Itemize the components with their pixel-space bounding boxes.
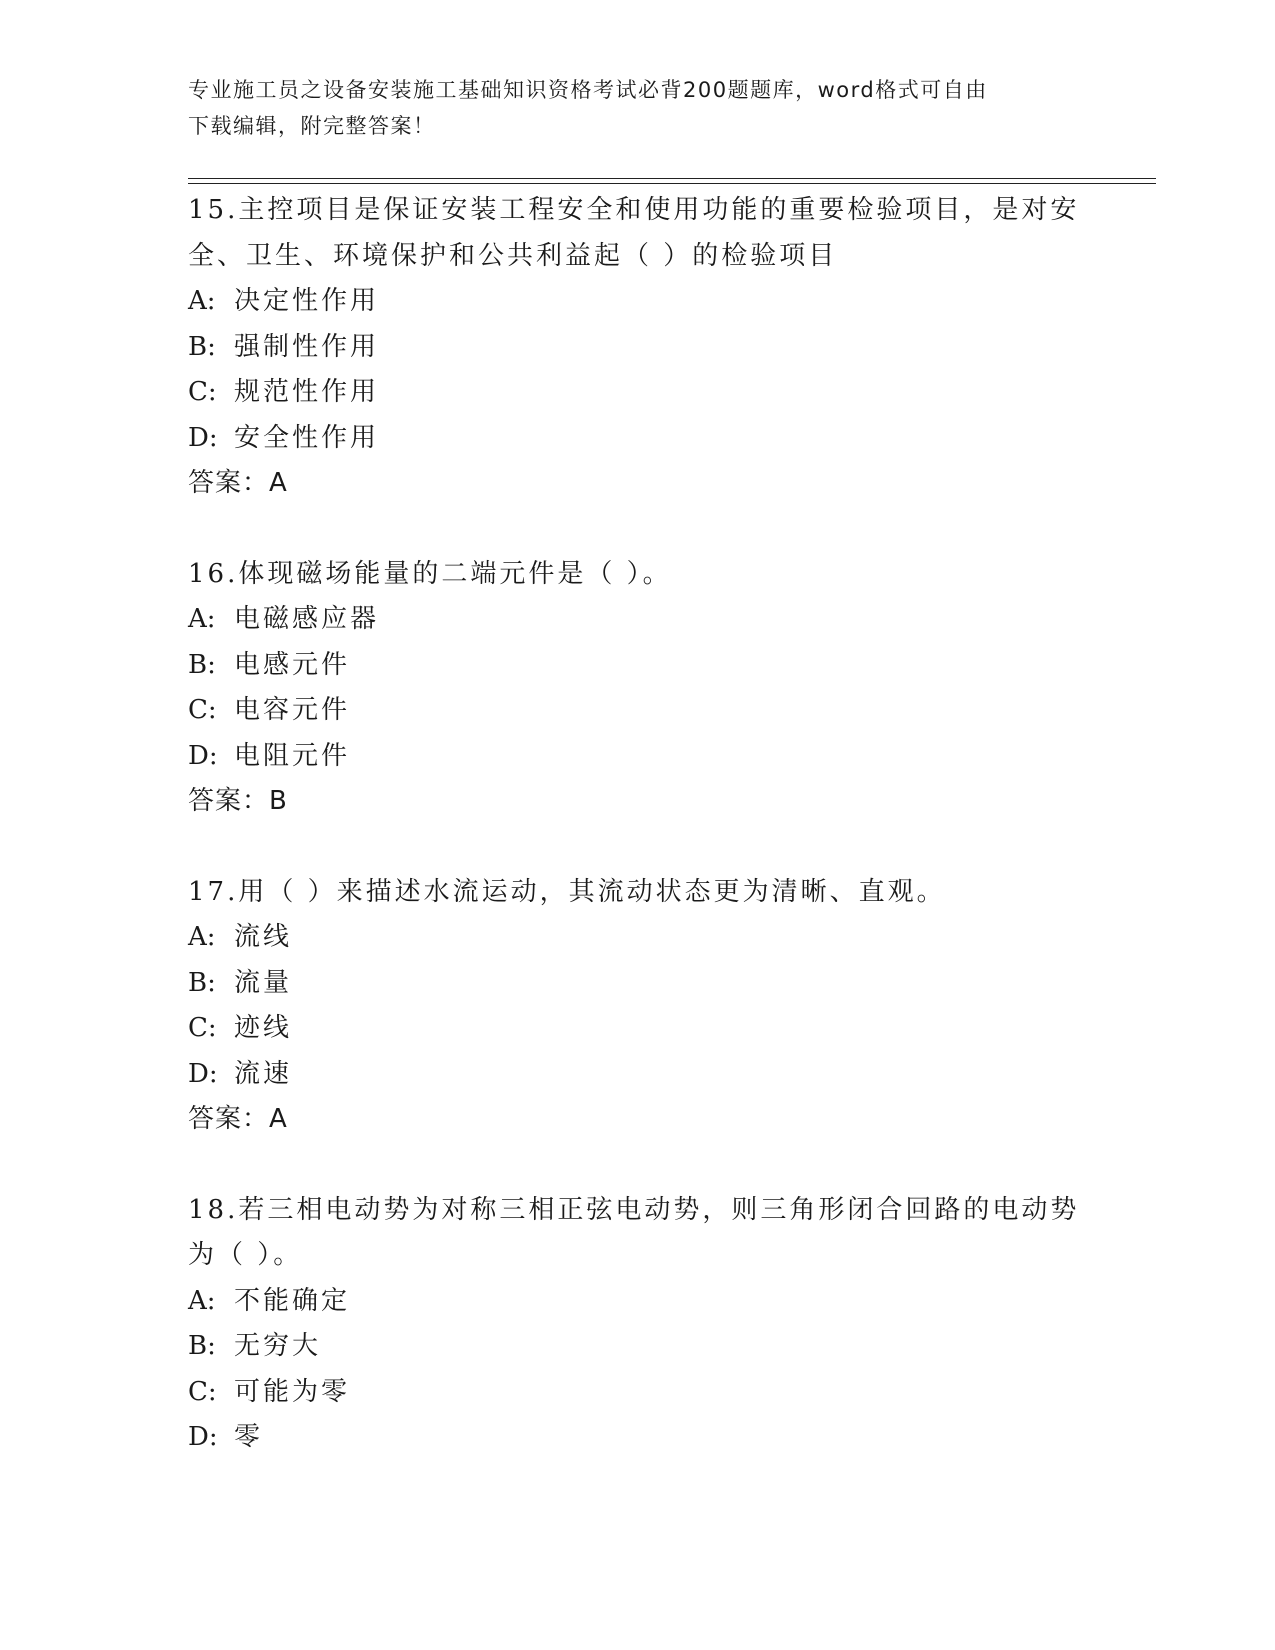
option-c <box>188 1370 1088 1416</box>
option-letter: D: <box>188 740 218 771</box>
option-letter: A: <box>188 604 216 634</box>
option-letter: A: <box>188 922 216 952</box>
question-stem-line-1: 18.若三相电动势为对称三相正弦电动势，则三角形闭合回路的电动势 <box>188 1194 1080 1225</box>
option-letter: D: <box>188 1058 218 1089</box>
option-b <box>188 961 1088 1007</box>
option-c <box>188 688 1088 734</box>
question-stem <box>188 188 1088 279</box>
option-text: 安全性作用 <box>234 422 380 453</box>
question-stem <box>188 870 1088 916</box>
option-letter: D: <box>188 422 218 453</box>
option-text: 决定性作用 <box>234 286 380 316</box>
header-divider-bottom <box>188 183 1156 184</box>
option-text: 电磁感应器 <box>234 604 380 634</box>
option-letter: C: <box>188 1013 217 1043</box>
option-text: 电感元件 <box>234 649 351 680</box>
question-stem-line-1: 16.体现磁场能量的二端元件是（ ）。 <box>188 558 672 589</box>
option-d <box>188 416 1088 462</box>
option-text: 不能确定 <box>234 1285 351 1316</box>
option-text: 流速 <box>234 1058 293 1089</box>
answer-line: 答案：A <box>188 468 288 498</box>
question-stem-line-1: 17.用（ ）来描述水流运动，其流动状态更为清晰、直观。 <box>188 876 946 907</box>
option-text: 迹线 <box>234 1013 293 1043</box>
question-stem-line-1: 15.主控项目是保证安装工程安全和使用功能的重要检验项目，是对安 <box>188 195 1080 225</box>
question-15 <box>188 188 1088 507</box>
option-d <box>188 1415 1088 1461</box>
option-c <box>188 370 1088 416</box>
option-a <box>188 279 1088 325</box>
option-text: 零 <box>234 1422 264 1452</box>
option-text: 强制性作用 <box>234 331 380 362</box>
option-text: 流线 <box>234 922 293 952</box>
option-a <box>188 915 1088 961</box>
option-letter: D: <box>188 1422 218 1452</box>
option-b <box>188 325 1088 371</box>
option-letter: A: <box>188 286 216 316</box>
header-divider-top <box>188 178 1156 179</box>
option-letter: B: <box>188 967 216 998</box>
option-letter: B: <box>188 331 216 362</box>
question-18 <box>188 1188 1088 1461</box>
question-16 <box>188 552 1088 825</box>
answer-line: 答案：A <box>188 1104 288 1134</box>
option-text: 可能为零 <box>234 1376 351 1407</box>
header-line-1: 专业施工员之设备安装施工基础知识资格考试必背200题题库，word格式可自由 <box>188 78 988 102</box>
option-a <box>188 1279 1088 1325</box>
option-letter: C: <box>188 377 217 407</box>
question-stem <box>188 552 1088 598</box>
question-stem-line-2: 为（ ）。 <box>188 1240 303 1270</box>
question-stem-line-2: 全、卫生、环境保护和公共利益起（ ）的检验项目 <box>188 240 838 271</box>
option-text: 电阻元件 <box>234 740 351 771</box>
option-a <box>188 597 1088 643</box>
option-text: 规范性作用 <box>234 377 380 407</box>
option-b <box>188 643 1088 689</box>
option-c <box>188 1006 1088 1052</box>
option-d <box>188 1052 1088 1098</box>
option-b <box>188 1324 1088 1370</box>
option-letter: A: <box>188 1285 216 1316</box>
question-list <box>188 188 1088 1506</box>
option-letter: C: <box>188 695 217 725</box>
option-letter: C: <box>188 1376 217 1407</box>
option-letter: B: <box>188 649 216 680</box>
header-line-2: 下载编辑，附完整答案！ <box>188 114 436 138</box>
option-text: 电容元件 <box>234 695 351 725</box>
answer-line: 答案：B <box>188 786 288 816</box>
page-header <box>188 72 1088 144</box>
option-d <box>188 734 1088 780</box>
option-letter: B: <box>188 1331 216 1361</box>
option-text: 无穷大 <box>234 1331 322 1361</box>
question-stem <box>188 1188 1088 1279</box>
question-17 <box>188 870 1088 1143</box>
option-text: 流量 <box>234 967 293 998</box>
